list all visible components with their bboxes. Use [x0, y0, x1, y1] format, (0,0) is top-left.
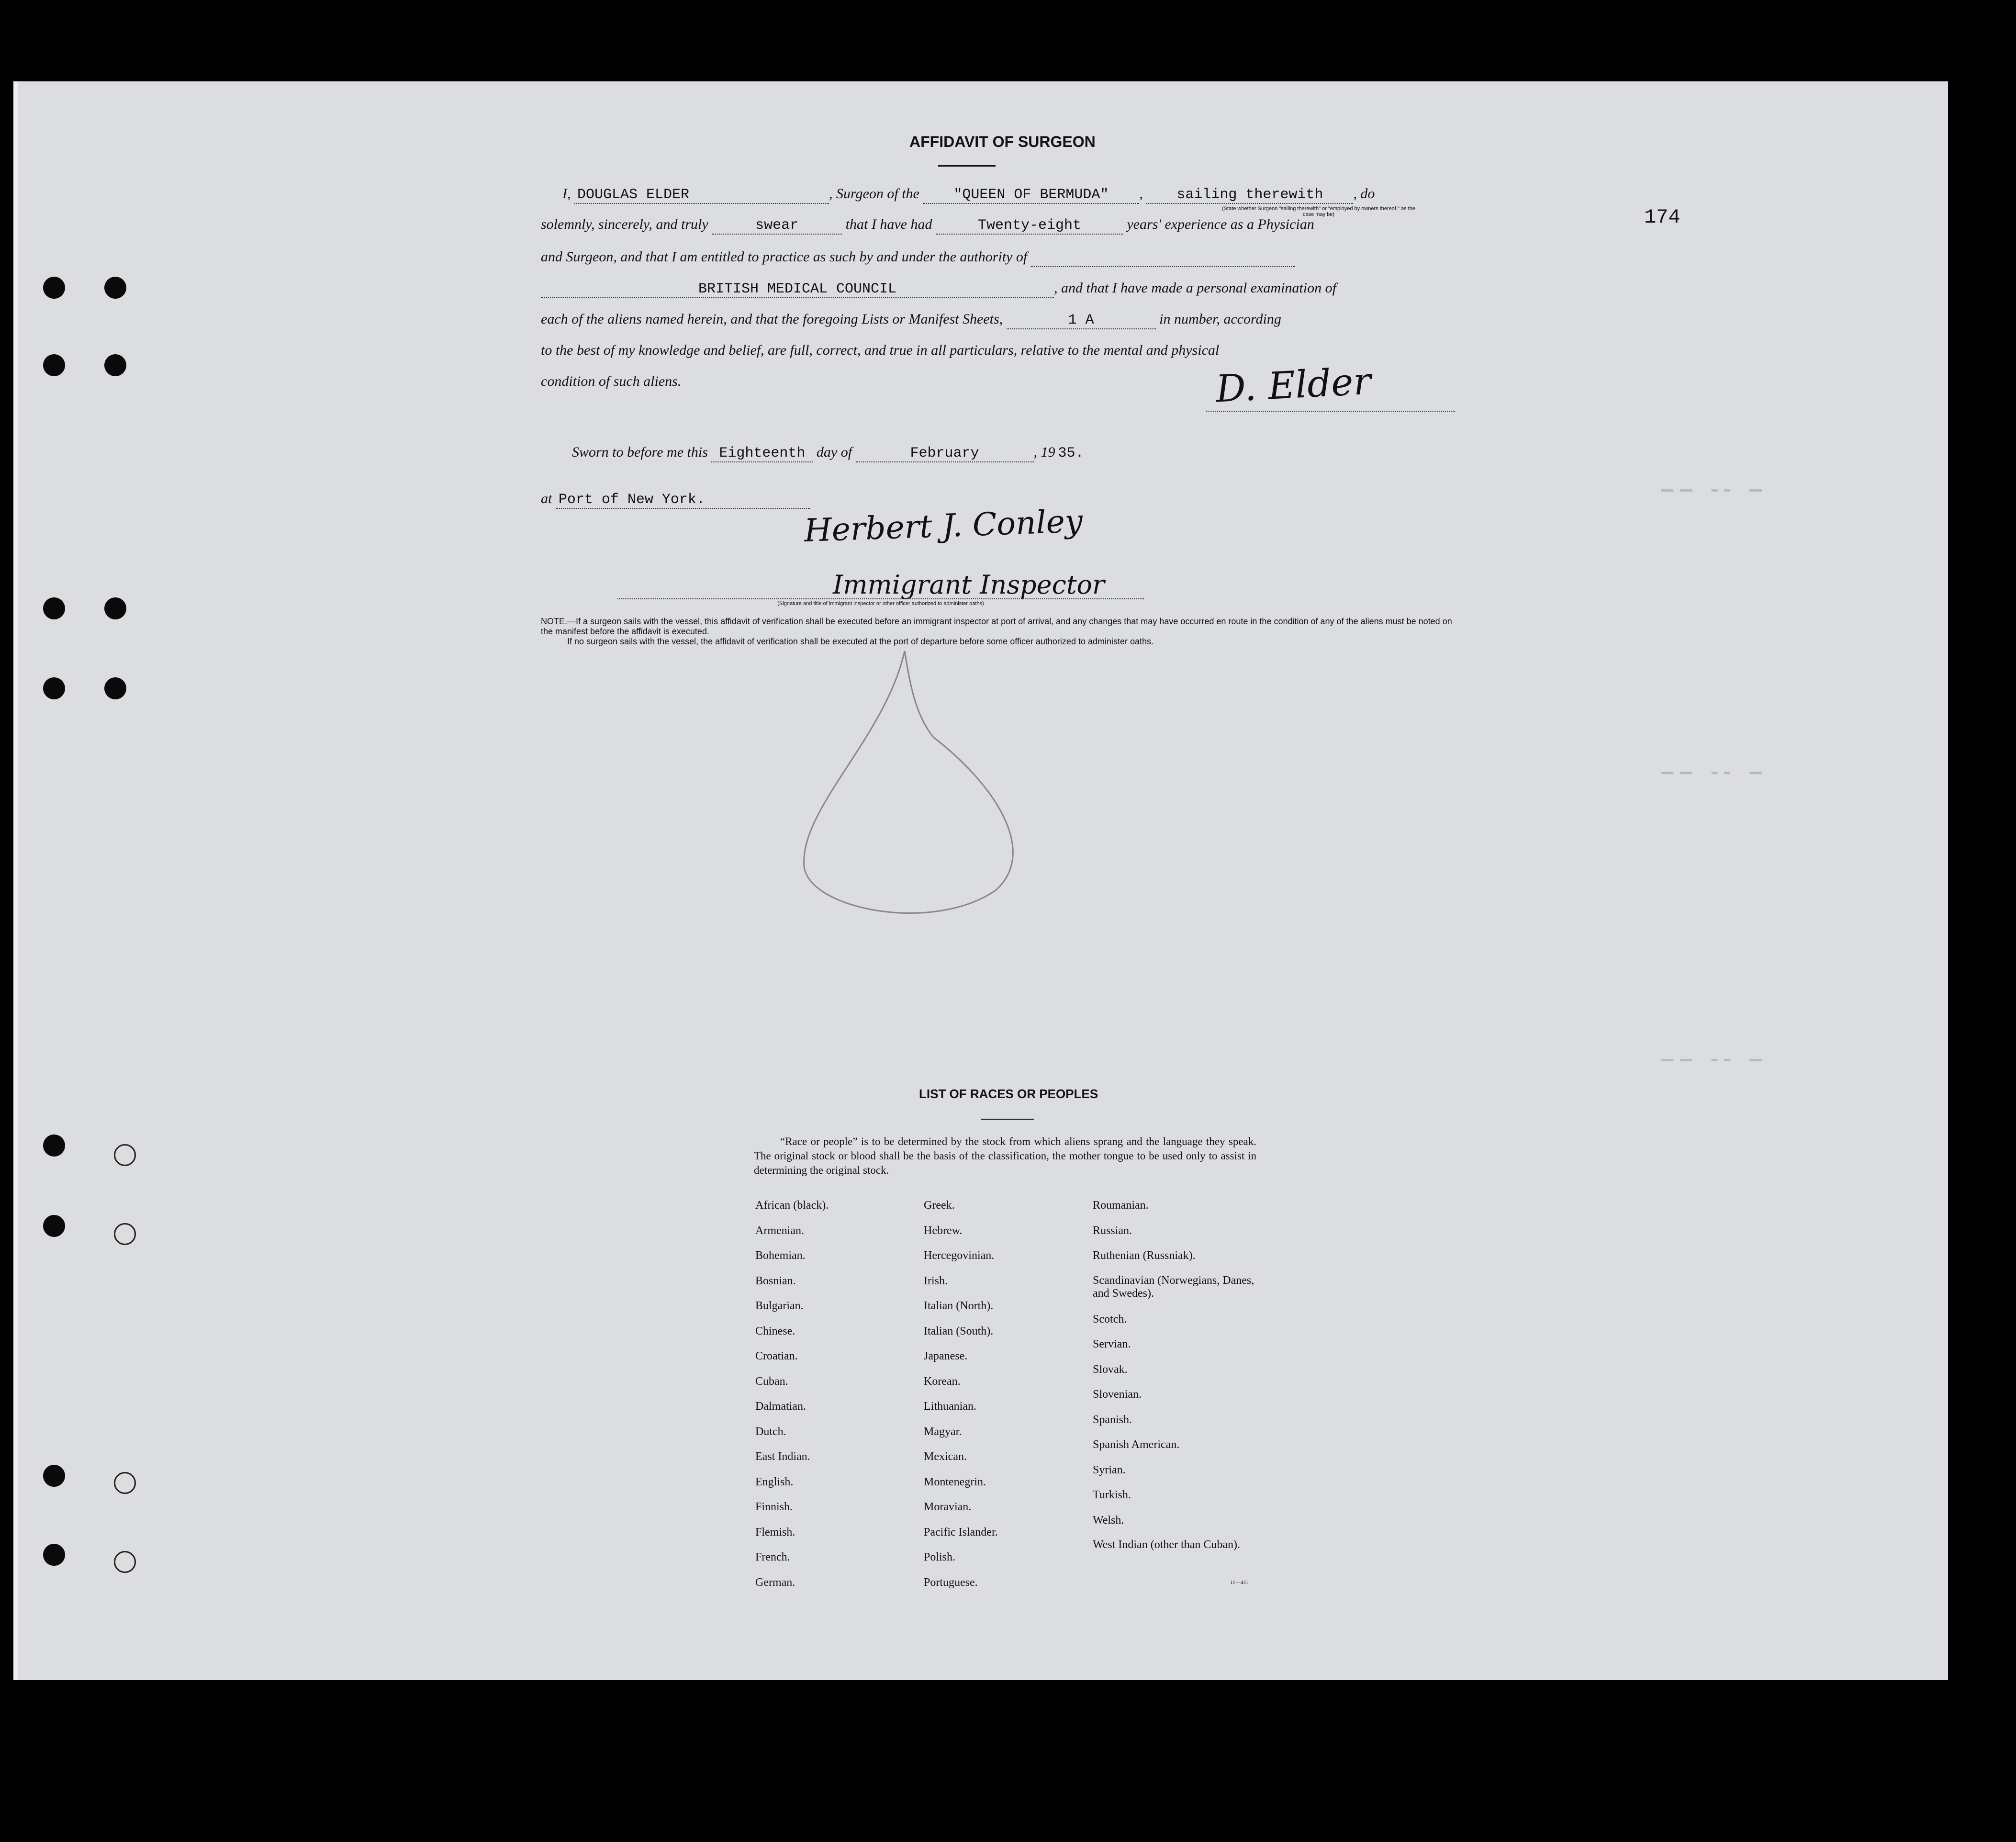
race-item: Italian (North).	[924, 1300, 994, 1312]
race-item: Slovak.	[1093, 1363, 1128, 1376]
binder-hole	[43, 1544, 65, 1566]
race-item: Welsh.	[1093, 1514, 1124, 1527]
binder-hole	[43, 354, 65, 376]
race-item: Bulgarian.	[755, 1300, 804, 1312]
affidavit-line-7: condition of such aliens.	[541, 373, 682, 389]
race-item: Hebrew.	[924, 1224, 963, 1237]
race-item: East Indian.	[755, 1450, 810, 1463]
binder-hole	[43, 1215, 65, 1237]
race-item: Irish.	[924, 1274, 948, 1287]
race-item: Magyar.	[924, 1425, 962, 1438]
race-item: Bohemian.	[755, 1249, 806, 1262]
affidavit-line-5: each of the aliens named herein, and that the foregoing Lists or Manifest Sheets, 1 A in number, according	[541, 311, 1281, 328]
race-item: Flemish.	[755, 1526, 795, 1539]
oath-field: swear	[712, 217, 842, 235]
race-item: Scotch.	[1093, 1313, 1127, 1325]
races-title-rule	[981, 1119, 1034, 1120]
binder-hole	[43, 677, 65, 699]
sailing-note: (State whether Surgeon "sailing therewith" or "employed by owners thereof," as the case may be)	[1222, 206, 1415, 217]
note-paragraph-1: NOTE.—If a surgeon sails with the vessel, this affidavit of verification shall be executed before an immigrant inspector at port of arrival, and any changes that may have occurred en route in the condition of any of the aliens must be noted on the manifest before the affidavit is executed.	[541, 617, 1452, 636]
race-item: Greek.	[924, 1199, 955, 1212]
signature-line	[1206, 411, 1455, 412]
binder-hole	[43, 277, 65, 299]
race-item: Hercegovinian.	[924, 1249, 995, 1262]
races-intro: “Race or people” is to be determined by the stock from which aliens sprang and the language they speak. The original stock or blood shall be the basis of the classification, the mother tongue to be used only to assist in determining the original stock.	[754, 1135, 1256, 1176]
race-item: Ruthenian (Russniak).	[1093, 1249, 1196, 1262]
ship-name-field: "QUEEN OF BERMUDA"	[923, 187, 1139, 204]
race-item: Montenegrin.	[924, 1475, 986, 1488]
race-item: German.	[755, 1576, 795, 1589]
race-item: Korean.	[924, 1375, 961, 1388]
sworn-year-field: 35.	[1058, 445, 1084, 461]
title-rule	[938, 165, 996, 167]
blank-field	[1031, 250, 1295, 267]
sheets-field: 1 A	[1007, 312, 1156, 329]
race-item: French.	[755, 1551, 790, 1563]
surgeon-name-field: DOUGLAS ELDER	[574, 187, 829, 204]
affidavit-line-4: BRITISH MEDICAL COUNCIL , and that I have made a personal examination of	[541, 280, 1336, 298]
race-item: Mexican.	[924, 1450, 967, 1463]
race-item: Lithuanian.	[924, 1400, 976, 1413]
surgeon-signature: D. Elder	[1214, 359, 1372, 411]
affidavit-line-1: I, DOUGLAS ELDER , Surgeon of the "QUEEN OF BERMUDA" , sailing therewith , do	[562, 186, 1375, 203]
years-field: Twenty-eight	[936, 217, 1123, 235]
races-column-1	[755, 1193, 829, 1595]
binder-hole	[104, 677, 126, 699]
place-line: at Port of New York.	[541, 491, 810, 509]
binder-hole	[43, 1465, 65, 1487]
races-title: LIST OF RACES OR PEOPLES	[919, 1087, 1098, 1101]
bleed-through-text: ▬▬ ▬▬ ▬ ▬ ▬▬	[1661, 766, 1762, 778]
race-item: Roumanian.	[1093, 1199, 1149, 1212]
race-item: Syrian.	[1093, 1463, 1126, 1476]
affidavit-title: AFFIDAVIT OF SURGEON	[909, 133, 1096, 150]
binder-hole	[114, 1551, 136, 1573]
sailing-status-field: sailing therewith	[1146, 187, 1353, 204]
authority-field: BRITISH MEDICAL COUNCIL	[541, 281, 1054, 298]
officer-title-handwritten: Immigrant Inspector	[833, 570, 1105, 600]
race-item: Chinese.	[755, 1325, 795, 1337]
form-code: 11—431	[1230, 1580, 1249, 1585]
binder-hole	[104, 354, 126, 376]
place-field: Port of New York.	[556, 492, 810, 509]
sworn-line: Sworn to before me this Eighteenth day of February , 19 35.	[572, 444, 1087, 462]
officer-signature-line	[617, 598, 1144, 599]
race-item: Japanese.	[924, 1350, 968, 1362]
sworn-day-field: Eighteenth	[711, 445, 813, 462]
affidavit-line-6: to the best of my knowledge and belief, are full, correct, and true in all particulars, relative to the mental and physical	[541, 342, 1220, 358]
binder-hole	[104, 277, 126, 299]
race-item: Servian.	[1093, 1338, 1131, 1350]
race-item: Dalmatian.	[755, 1400, 806, 1413]
binder-hole	[43, 1134, 65, 1157]
binder-hole	[43, 597, 65, 619]
race-item: Spanish.	[1093, 1413, 1132, 1426]
race-item: Portuguese.	[924, 1576, 978, 1589]
binder-hole	[114, 1223, 136, 1245]
race-item: Moravian.	[924, 1501, 972, 1513]
race-item: Dutch.	[755, 1425, 786, 1438]
races-column-3	[1093, 1193, 1265, 1551]
race-item: Turkish.	[1093, 1489, 1131, 1501]
race-item: Scandinavian (Norwegians, Danes, and Swedes).	[1093, 1274, 1254, 1300]
page-number: 174	[1644, 206, 1680, 229]
races-column-2	[924, 1193, 998, 1595]
race-item: Polish.	[924, 1551, 956, 1563]
pencil-loop-mark	[790, 641, 1039, 929]
affidavit-line-3: and Surgeon, and that I am entitled to practice as such by and under the authority of	[541, 249, 1295, 267]
race-item: Slovenian.	[1093, 1388, 1142, 1401]
officer-signature-caption: (Signature and title of immigrant inspector or other officer authorized to administer oaths)	[777, 601, 984, 607]
race-item: African (black).	[755, 1199, 829, 1212]
binder-hole	[104, 597, 126, 619]
race-item: Croatian.	[755, 1350, 798, 1362]
race-item: Italian (South).	[924, 1325, 994, 1337]
binder-hole	[114, 1144, 136, 1166]
binder-hole	[114, 1472, 136, 1494]
race-item: West Indian (other than Cuban).	[1093, 1539, 1240, 1551]
race-item: Finnish.	[755, 1501, 793, 1513]
race-item: Russian.	[1093, 1224, 1132, 1237]
race-item: Spanish American.	[1093, 1438, 1180, 1451]
race-item: English.	[755, 1475, 794, 1488]
race-item: Pacific Islander.	[924, 1526, 998, 1539]
bleed-through-text: ▬▬ ▬▬ ▬ ▬ ▬▬	[1661, 1053, 1762, 1065]
sworn-month-field: February	[856, 445, 1034, 462]
officer-signature: Herbert J. Conley	[803, 502, 1084, 550]
race-item: Armenian.	[755, 1224, 804, 1237]
bleed-through-text: ▬▬ ▬▬ ▬ ▬ ▬▬	[1661, 483, 1762, 495]
race-item: Cuban.	[755, 1375, 788, 1388]
note-paragraph-2: If no surgeon sails with the vessel, the affidavit of verification shall be executed at the port of departure before some officer authorized to administer oaths.	[567, 637, 1154, 646]
race-item: Bosnian.	[755, 1274, 796, 1287]
affidavit-line-2: solemnly, sincerely, and truly swear that I have had Twenty-eight years' experience as a Physician	[541, 216, 1314, 234]
